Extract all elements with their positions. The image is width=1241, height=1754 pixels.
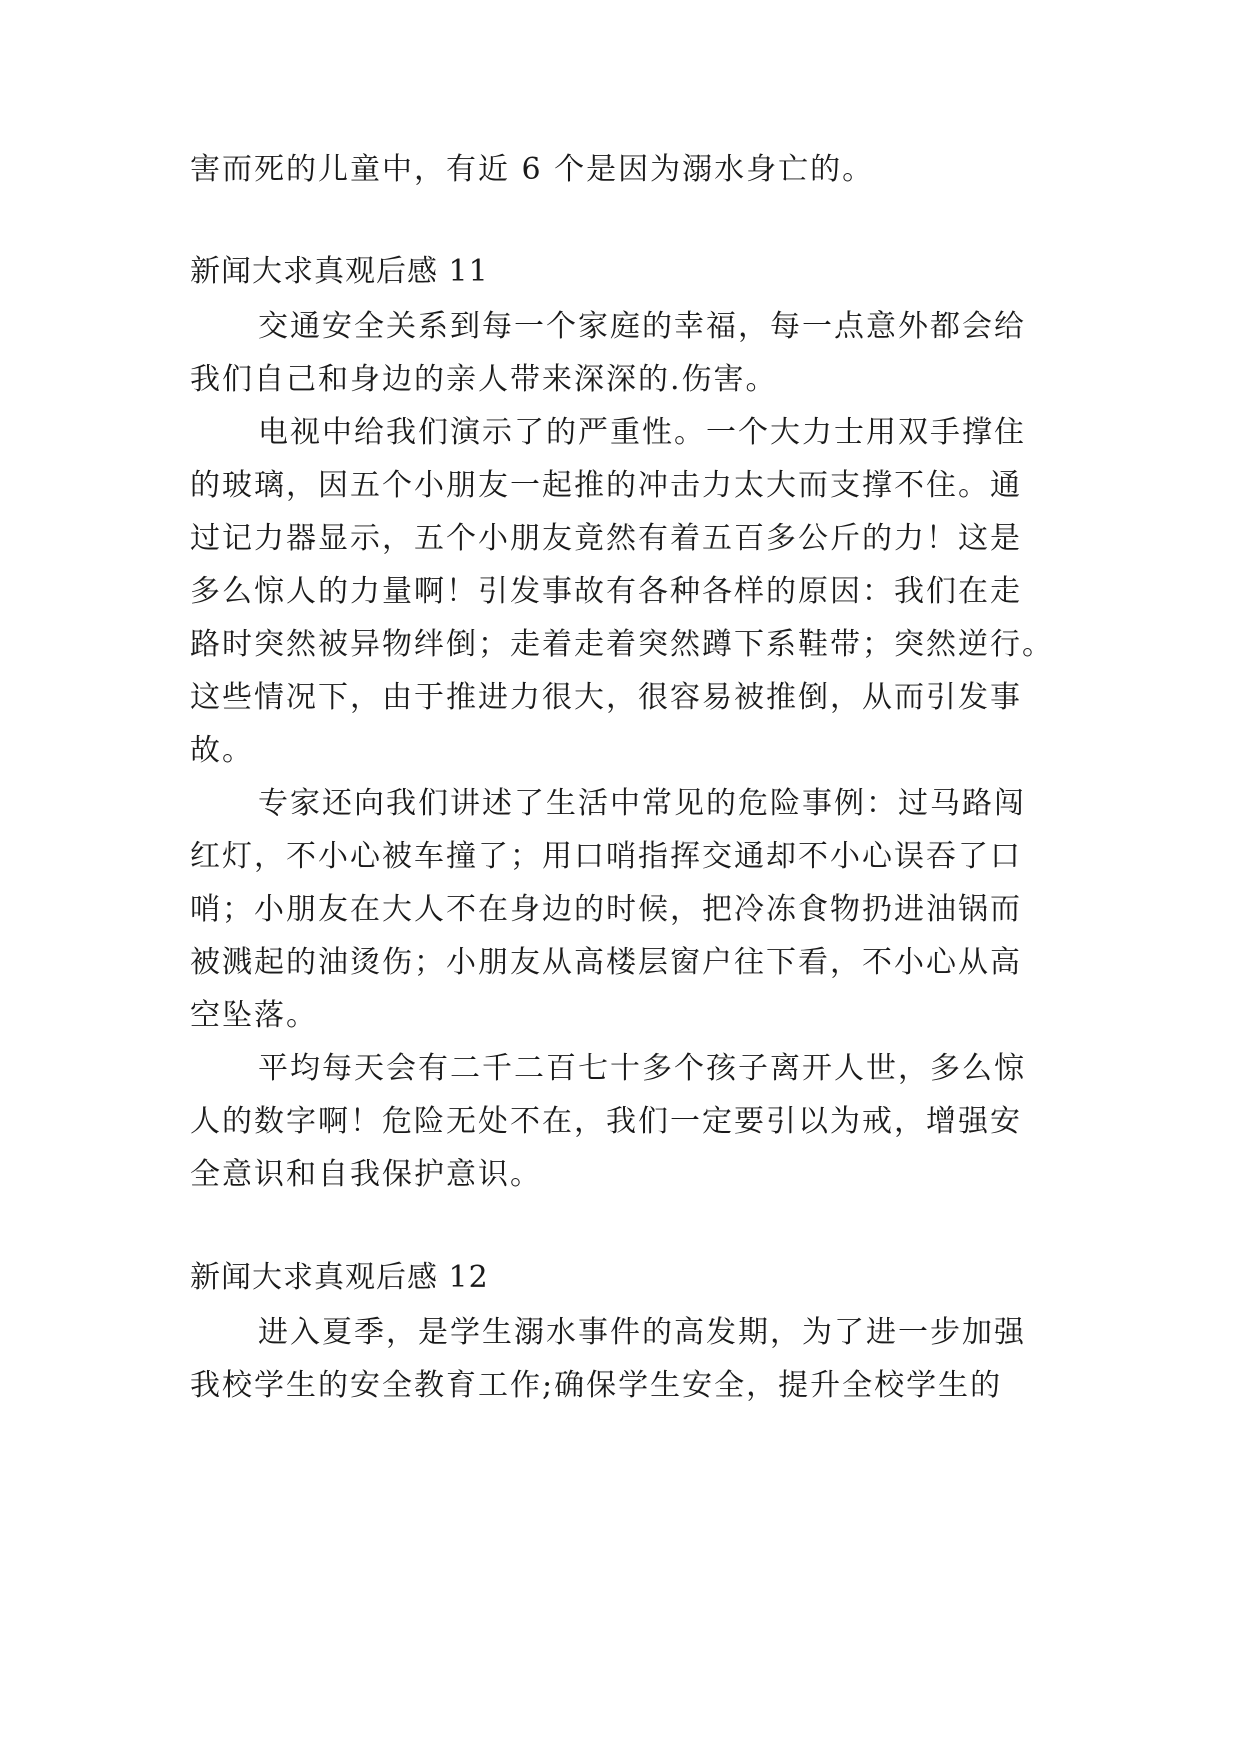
paragraph-line: 空坠落。 <box>190 998 318 1033</box>
paragraph-line: 的玻璃，因五个小朋友一起推的冲击力太大而支撑不住。通 <box>190 468 1022 503</box>
section-heading: 新闻大求真观后感 11 <box>190 254 489 289</box>
paragraph-line: 故。 <box>190 733 254 768</box>
paragraph-line: 被溅起的油烫伤；小朋友从高楼层窗户往下看，不小心从高 <box>190 945 1022 980</box>
paragraph-line: 我校学生的安全教育工作;确保学生安全，提升全校学生的 <box>190 1368 1003 1403</box>
section-heading: 新闻大求真观后感 12 <box>190 1260 489 1295</box>
paragraph-line: 红灯，不小心被车撞了；用口哨指挥交通却不小心误吞了口 <box>190 839 1022 874</box>
paragraph-line: 进入夏季，是学生溺水事件的高发期，为了进一步加强 <box>258 1315 1026 1350</box>
paragraph-line: 平均每天会有二千二百七十多个孩子离开人世，多么惊 <box>258 1051 1026 1086</box>
intro-line: 害而死的儿童中，有近 6 个是因为溺水身亡的。 <box>190 152 875 187</box>
paragraph-line: 这些情况下，由于推进力很大，很容易被推倒，从而引发事 <box>190 680 1022 715</box>
paragraph-line: 全意识和自我保护意识。 <box>190 1157 542 1192</box>
paragraph-line: 电视中给我们演示了的严重性。一个大力士用双手撑住 <box>258 415 1026 450</box>
paragraph-line: 人的数字啊！危险无处不在，我们一定要引以为戒，增强安 <box>190 1104 1022 1139</box>
paragraph-line: 路时突然被异物绊倒；走着走着突然蹲下系鞋带；突然逆行。 <box>190 627 1054 662</box>
paragraph-line: 哨；小朋友在大人不在身边的时候，把冷冻食物扔进油锅而 <box>190 892 1022 927</box>
paragraph-line: 交通安全关系到每一个家庭的幸福，每一点意外都会给 <box>258 309 1026 344</box>
paragraph-line: 多么惊人的力量啊！引发事故有各种各样的原因：我们在走 <box>190 574 1022 609</box>
paragraph-line: 专家还向我们讲述了生活中常见的危险事例：过马路闯 <box>258 786 1026 821</box>
paragraph-line: 过记力器显示，五个小朋友竟然有着五百多公斤的力！这是 <box>190 521 1022 556</box>
paragraph-line: 我们自己和身边的亲人带来深深的.伤害。 <box>190 362 778 397</box>
